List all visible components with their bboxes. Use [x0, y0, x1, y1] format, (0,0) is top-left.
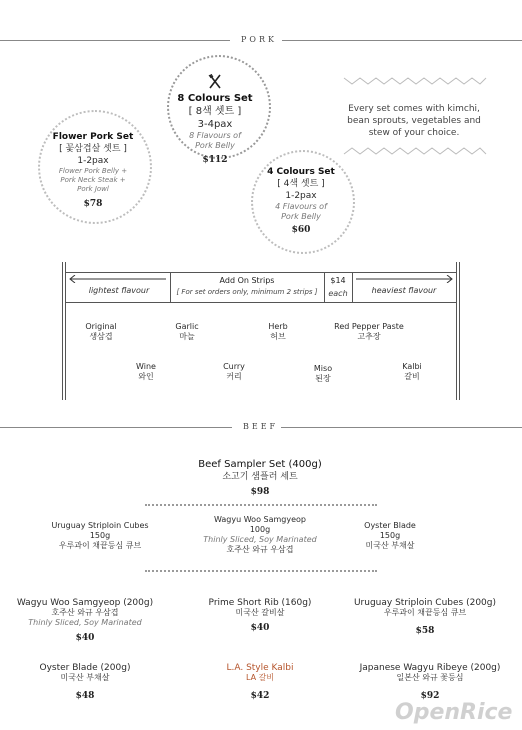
- flavour-miso: [298, 364, 348, 384]
- flavour-name-ko: 허브: [270, 332, 286, 341]
- divider: [281, 427, 522, 428]
- flavour-name: Curry: [223, 362, 245, 371]
- add-on-strips-box: [62, 262, 460, 400]
- set-desc: 8 Flavours of Pork Belly: [189, 131, 241, 150]
- section-title-pork: PORK: [241, 35, 277, 44]
- flavour-herb: [253, 322, 303, 342]
- item-name: Oyster Blade (200g): [39, 663, 131, 673]
- set-name-ko: [ 꽃삼겹살 셋트 ]: [59, 144, 127, 154]
- set-name: 4 Colours Set: [267, 167, 335, 177]
- sampler-item-striploin: [30, 521, 170, 551]
- item-name-ko: 호주산 와규 우삼겹: [226, 545, 294, 554]
- item-name-ko: 일본산 와규 꽃등심: [396, 673, 464, 682]
- flavour-name-ko: 고추장: [357, 332, 381, 341]
- item-name: L.A. Style Kalbi: [226, 663, 294, 673]
- beef-item-prime-short-rib: [185, 598, 335, 633]
- divider: [282, 40, 522, 41]
- flavour-original: [76, 322, 126, 342]
- item-name-ko: 우루과이 채끝등심 큐브: [58, 541, 142, 550]
- set-name: 8 Colours Set: [177, 93, 253, 104]
- flavour-name: Garlic: [175, 322, 199, 331]
- flavour-name-ko: 마늘: [179, 332, 195, 341]
- beef-item-la-kalbi: [185, 663, 335, 701]
- beef-item-uruguay-striploin: [345, 598, 505, 636]
- item-name: Uruguay Striploin Cubes: [51, 521, 149, 530]
- eight-colours-set: [160, 74, 270, 165]
- flavour-name: Original: [85, 322, 117, 331]
- flavour-wine: [121, 362, 171, 382]
- sampler-price: $98: [250, 487, 270, 497]
- dotted-divider: [145, 504, 377, 506]
- item-weight: 150g: [89, 531, 111, 540]
- item-note: Thinly Sliced, Soy Marinated: [28, 618, 142, 627]
- flavour-red-pepper-paste: [324, 322, 414, 342]
- sampler-name-ko: 소고기 샘플러 세트: [222, 472, 298, 482]
- item-name: Oyster Blade: [364, 521, 416, 530]
- set-desc: 4 Flavours of Pork Belly: [275, 202, 327, 221]
- item-price: $42: [250, 691, 270, 701]
- item-name: Prime Short Rib (160g): [208, 598, 312, 608]
- beef-sampler-set: [160, 458, 360, 497]
- beef-item-oyster-blade: [10, 663, 160, 701]
- set-desc: Flower Pork Belly + Pork Neck Steak + Pork Jowl: [58, 167, 128, 193]
- strips-each: each: [328, 289, 348, 298]
- watermark-logo: OpenRice: [395, 700, 513, 725]
- item-name-ko: 미국산 부채살: [60, 673, 110, 682]
- item-name-ko: 우루과이 채끝등심 큐브: [383, 608, 467, 617]
- flavour-name: Red Pepper Paste: [334, 322, 404, 331]
- item-price: $48: [75, 691, 95, 701]
- four-colours-set: [256, 166, 346, 235]
- dotted-divider: [145, 570, 377, 572]
- flavour-curry: [209, 362, 259, 382]
- item-note: Thinly Sliced, Soy Marinated: [203, 535, 317, 544]
- item-price: $92: [420, 691, 440, 701]
- item-weight: 150g: [379, 531, 401, 540]
- flavour-name-ko: 커리: [226, 372, 242, 381]
- item-name: Wagyu Woo Samgyeop (200g): [16, 598, 154, 608]
- arrow-right-icon: [354, 275, 454, 283]
- set-note: Every set comes with kimchi, bean sprouts, vegetables and stew of your choice.: [347, 104, 481, 138]
- set-pax: 1-2pax: [285, 191, 317, 201]
- strips-subtitle: [ For set orders only, minimum 2 strips ]: [176, 288, 318, 296]
- set-name-ko: [ 8색 셋트 ]: [188, 106, 242, 117]
- heaviest-flavour: heaviest flavour: [371, 286, 437, 295]
- flavour-name-ko: 갈비: [404, 372, 420, 381]
- flower-pork-set: [40, 131, 146, 209]
- item-name: Japanese Wagyu Ribeye (200g): [359, 663, 501, 673]
- strips-price: $14: [330, 276, 346, 285]
- divider: [0, 40, 230, 41]
- item-name: Wagyu Woo Samgyeop: [214, 515, 306, 524]
- flavour-garlic: [162, 322, 212, 342]
- sampler-name: Beef Sampler Set (400g): [198, 459, 322, 470]
- item-name-ko: 미국산 갈비살: [235, 608, 285, 617]
- set-price: $60: [291, 225, 311, 235]
- flavour-name: Miso: [313, 364, 333, 373]
- item-price: $58: [415, 626, 435, 636]
- beef-item-wagyu: [10, 598, 160, 643]
- beef-item-japanese-wagyu: [345, 663, 515, 701]
- fork-knife-icon: [208, 74, 222, 90]
- item-name-ko: LA 갈비: [245, 673, 275, 682]
- flavour-name: Herb: [268, 322, 288, 331]
- item-weight: 100g: [249, 525, 271, 534]
- item-name: Uruguay Striploin Cubes (200g): [353, 598, 497, 608]
- flavour-name: Wine: [136, 362, 156, 371]
- set-name: Flower Pork Set: [52, 132, 134, 142]
- item-name-ko: 호주산 와규 우삼겹: [51, 608, 119, 617]
- set-pax: 3-4pax: [197, 119, 233, 130]
- set-price: $112: [202, 155, 228, 165]
- flavour-name: Kalbi: [402, 362, 422, 371]
- divider: [0, 427, 232, 428]
- set-pax: 1-2pax: [77, 156, 109, 166]
- item-price: $40: [250, 623, 270, 633]
- section-title-beef: BEEF: [243, 422, 279, 431]
- sampler-item-oyster-blade: [345, 521, 435, 551]
- strips-title: Add On Strips: [219, 276, 275, 285]
- flavour-name-ko: 된장: [315, 374, 331, 383]
- flavour-name-ko: 와인: [138, 372, 154, 381]
- set-price: $78: [83, 199, 103, 209]
- arrow-left-icon: [68, 275, 168, 283]
- flavour-name-ko: 생삼겹: [89, 332, 113, 341]
- set-name-ko: [ 4색 셋트 ]: [277, 179, 325, 189]
- flavour-kalbi: [387, 362, 437, 382]
- sampler-item-wagyu: [185, 515, 335, 555]
- lightest-flavour: lightest flavour: [88, 286, 150, 295]
- item-name-ko: 미국산 부채살: [365, 541, 415, 550]
- item-price: $40: [75, 633, 95, 643]
